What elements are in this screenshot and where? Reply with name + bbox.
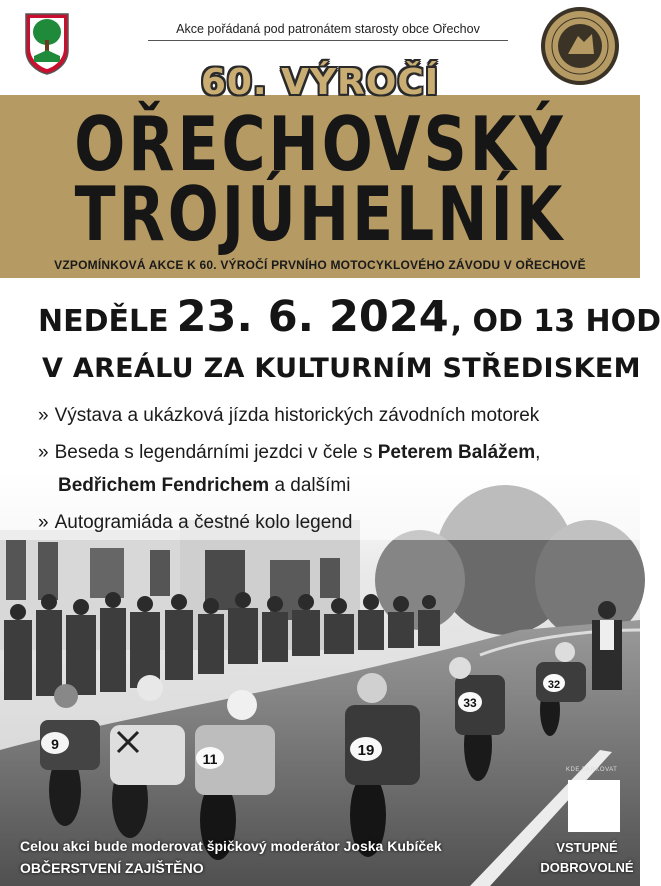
bike-number: 33 (463, 696, 477, 710)
qr-code-placeholder (568, 780, 620, 832)
event-datetime (38, 292, 661, 342)
bullet-marker: » (38, 512, 49, 533)
patronage-note: Akce pořádaná pod patronátem starosty obce Ořechov (148, 22, 508, 41)
anniversary-heading: 60. VÝROČÍ (200, 62, 440, 103)
event-subtitle: VZPOMÍNKOVÁ AKCE K 60. VÝROČÍ PRVNÍHO MOTOCYKLOVÉHO ZÁVODU V OŘECHOVĚ (54, 258, 586, 272)
bike-number: 11 (202, 751, 218, 767)
bullet-marker: » (38, 442, 49, 463)
event-title-line2: TROJÚHELNÍK (74, 171, 566, 259)
event-time: , OD 13 HOD (450, 304, 661, 339)
entry-fee-line2: DOBROVOLNÉ (540, 860, 634, 875)
program-item-text: Autogramiáda a čestné kolo legend (54, 512, 353, 533)
program-item-text: Beseda s legendárními jezdci v čele s (54, 442, 378, 463)
qr-caption: KDE PARKOVAT (566, 767, 618, 773)
moderator-note: Celou akci bude moderovat špičkový moderátor Joska Kubíček (20, 838, 442, 854)
entry-fee-line1: VSTUPNÉ (556, 840, 618, 855)
event-title-line1: OŘECHOVSKÝ (74, 101, 566, 189)
refreshments-note: OBČERSTVENÍ ZAJIŠTĚNO (20, 860, 204, 876)
event-date: 23. 6. 2024 (176, 292, 449, 342)
guest-name: Peterem Balážem (377, 442, 536, 463)
program-item-continuation (58, 475, 350, 497)
program-item-text: , (535, 442, 541, 463)
bike-number: 19 (357, 742, 375, 759)
bullet-marker: » (38, 405, 49, 426)
program-item-text: a dalšími (269, 475, 351, 496)
event-day: NEDĚLE (38, 304, 169, 339)
guest-name: Bedřichem Fendrichem (58, 475, 270, 496)
program-item (38, 405, 539, 427)
event-venue: V AREÁLU ZA KULTURNÍM STŘEDISKEM (42, 353, 641, 384)
bike-number: 9 (51, 736, 59, 752)
bike-number: 32 (547, 679, 561, 691)
program-item (38, 442, 540, 464)
program-item (38, 512, 352, 534)
program-item-text: Výstava a ukázková jízda historických závodních motorek (54, 405, 540, 426)
